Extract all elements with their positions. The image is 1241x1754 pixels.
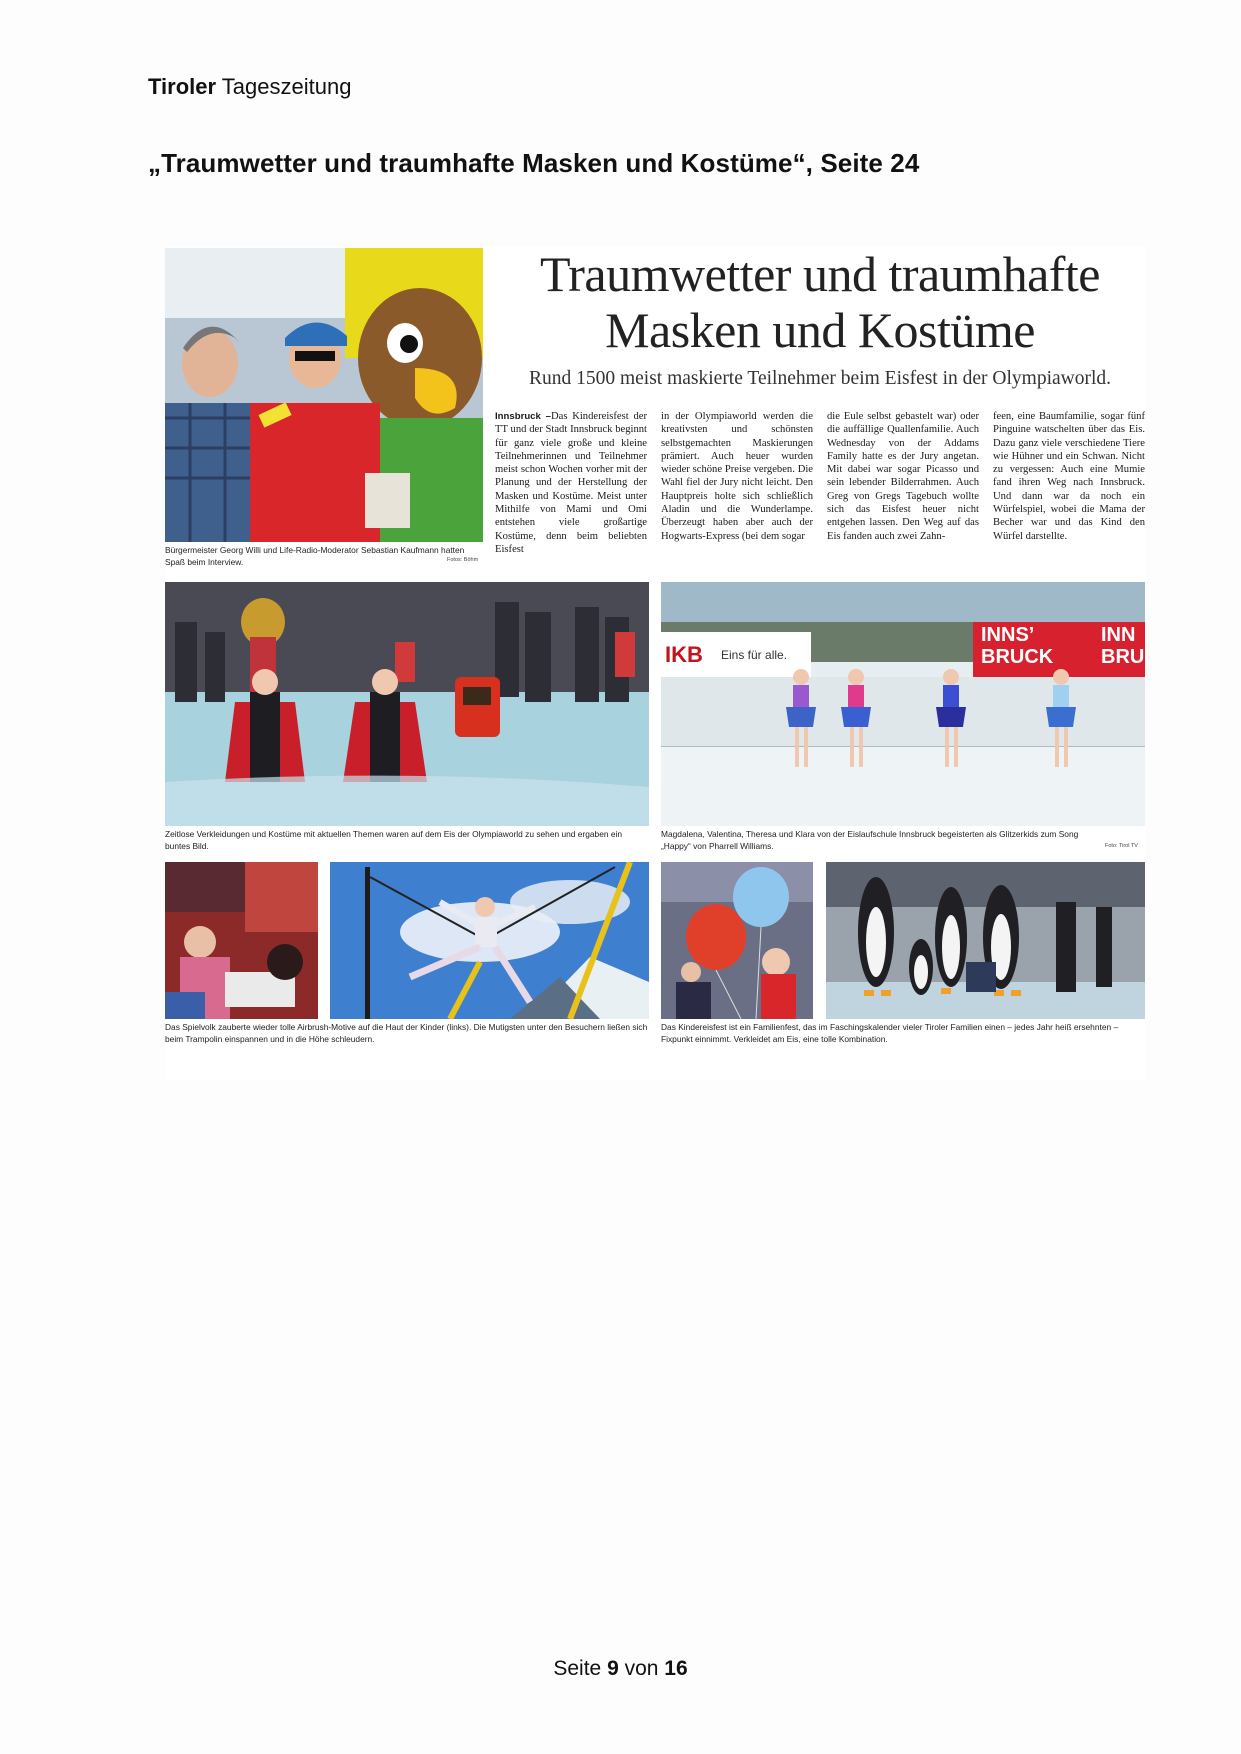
footer-middle: von	[624, 1657, 659, 1680]
photo-figure-skaters	[661, 582, 1145, 826]
credit-photo-interview: Fotos: Böhm	[447, 557, 479, 563]
caption-photo-airbrush-trampoline: Das Spielvolk zauberte wieder tolle Airbrush-Motive auf die Haut der Kinder (links). Die Mutigsten unter den Besuchern ließen sich beim Trampolin einspannen und in die Höhe schleudern.	[165, 1022, 648, 1044]
credit-photo-skaters: Foto: Tirol TV	[1105, 843, 1138, 849]
page-footer	[0, 1657, 1241, 1681]
article-column-3: die Eule selbst gebastelt war) oder die auffällige Quallenfamilie. Auch Wednesday von der Addams Family hatte es der Jury angetan. Mit dabei war sogar Picasso und sein lebender Bilderrahmen. Auch Greg von Gregs Tagebuch wollte sich das Eisfest heuer nicht entgehen lassen. Den Weg auf das Eis fanden auch zwei Zahn-	[827, 411, 979, 542]
article-column-1-text: Das Kindereisfest der TT und der Stadt Innsbruck beginnt für ganz viele große und kleine Teilnehmerinnen und Teilnehmer meist schon Wochen vorher mit der Planung und der Herstellung der Masken und Kostüme. Meist unter Mithilfe von Mami und Omi entstehen viele großartige Kostüme, denn beim beliebten Eisfest	[495, 411, 647, 555]
publication-header	[148, 74, 351, 100]
banner-innsbruck-2-line2: BRU	[1101, 646, 1145, 668]
article-dateline: Innsbruck –	[495, 411, 551, 422]
photo-costumes-on-ice	[165, 582, 649, 826]
caption-photo-costumes: Zeitlose Verkleidungen und Kostüme mit aktuellen Themen waren auf dem Eis der Olympiaworld zu sehen und ergaben ein buntes Bild.	[165, 829, 623, 851]
publication-brand-rest: Tageszeitung	[221, 74, 352, 99]
article-column-4: feen, eine Baumfamilie, sogar fünf Pinguine watschelten über das Eis. Dazu ganz viele verschiedene Tiere wie Hühner und ein Schwan. Nicht zu vergessen: Auch eine Mumie fand ihren Weg nach Innsbruck. Und dann war da noch ein Würfelspiel, wobei die Mama der Becher war und das Kind den Würfel darstellte.	[993, 411, 1145, 542]
caption-photo-interview: Bürgermeister Georg Willi und Life-Radio-Moderator Sebastian Kaufmann hatten Spaß beim Interview.	[165, 545, 465, 567]
photo-airbrush	[165, 862, 318, 1019]
banner-innsbruck-1-line2: BRUCK	[981, 646, 1054, 668]
photo-interview	[165, 248, 483, 542]
footer-page-number: 9	[607, 1657, 619, 1680]
caption-photo-skaters: Magdalena, Valentina, Theresa und Klara von der Eislaufschule Innsbruck begeisterten als Glitzerkids zum Song „Happy“ von Pharrell Williams.	[661, 829, 1079, 851]
banner-innsbruck-1-line1: INNS’	[981, 624, 1035, 646]
banner-innsbruck-1	[981, 624, 1053, 668]
banner-innsbruck-2	[1101, 624, 1144, 668]
photo-penguin-family	[826, 862, 1145, 1019]
footer-prefix: Seite	[553, 1657, 602, 1680]
footer-page-total: 16	[664, 1657, 688, 1680]
banner-ikb-tagline: Eins für alle.	[721, 648, 788, 662]
article-headline	[495, 246, 1145, 358]
banner-innsbruck-2-line1: INN	[1101, 624, 1136, 646]
photo-balloons	[661, 862, 813, 1019]
article-column-1	[495, 410, 647, 556]
caption-photo-family: Das Kindereisfest ist ein Familienfest, das im Faschingskalender vieler Tiroler Familien einen – jedes Jahr heiß ersehnten – Fixpunkt einnimmt. Verkleidet am Eis, eine tolle Kombination.	[661, 1022, 1119, 1044]
newspaper-clipping	[165, 246, 1145, 1081]
article-subheadline: Rund 1500 meist maskierte Teilnehmer beim Eisfest in der Olympiaworld.	[528, 368, 1112, 389]
photo-trampoline	[330, 862, 649, 1019]
banner-ikb-logo: IKB	[665, 642, 703, 667]
headline-line-1: Traumwetter und traumhafte	[540, 246, 1100, 302]
publication-brand-bold: Tiroler	[148, 74, 217, 99]
document-title: „Traumwetter und traumhafte Masken und Kostüme“, Seite 24	[148, 148, 920, 178]
headline-line-2: Masken und Kostüme	[605, 302, 1035, 358]
article-column-2: in der Olympiaworld werden die kreativsten und schönsten selbstgemachten Maskierungen prämiert. Auch heuer wurden wieder schöne Preise vergeben. Die Wahl fiel der Jury nicht leicht. Den Hauptpreis holte sich schließlich Aladin und die Wunderlampe. Überzeugt haben aber auch der Hogwarts-Express (bei dem sogar	[661, 411, 813, 542]
